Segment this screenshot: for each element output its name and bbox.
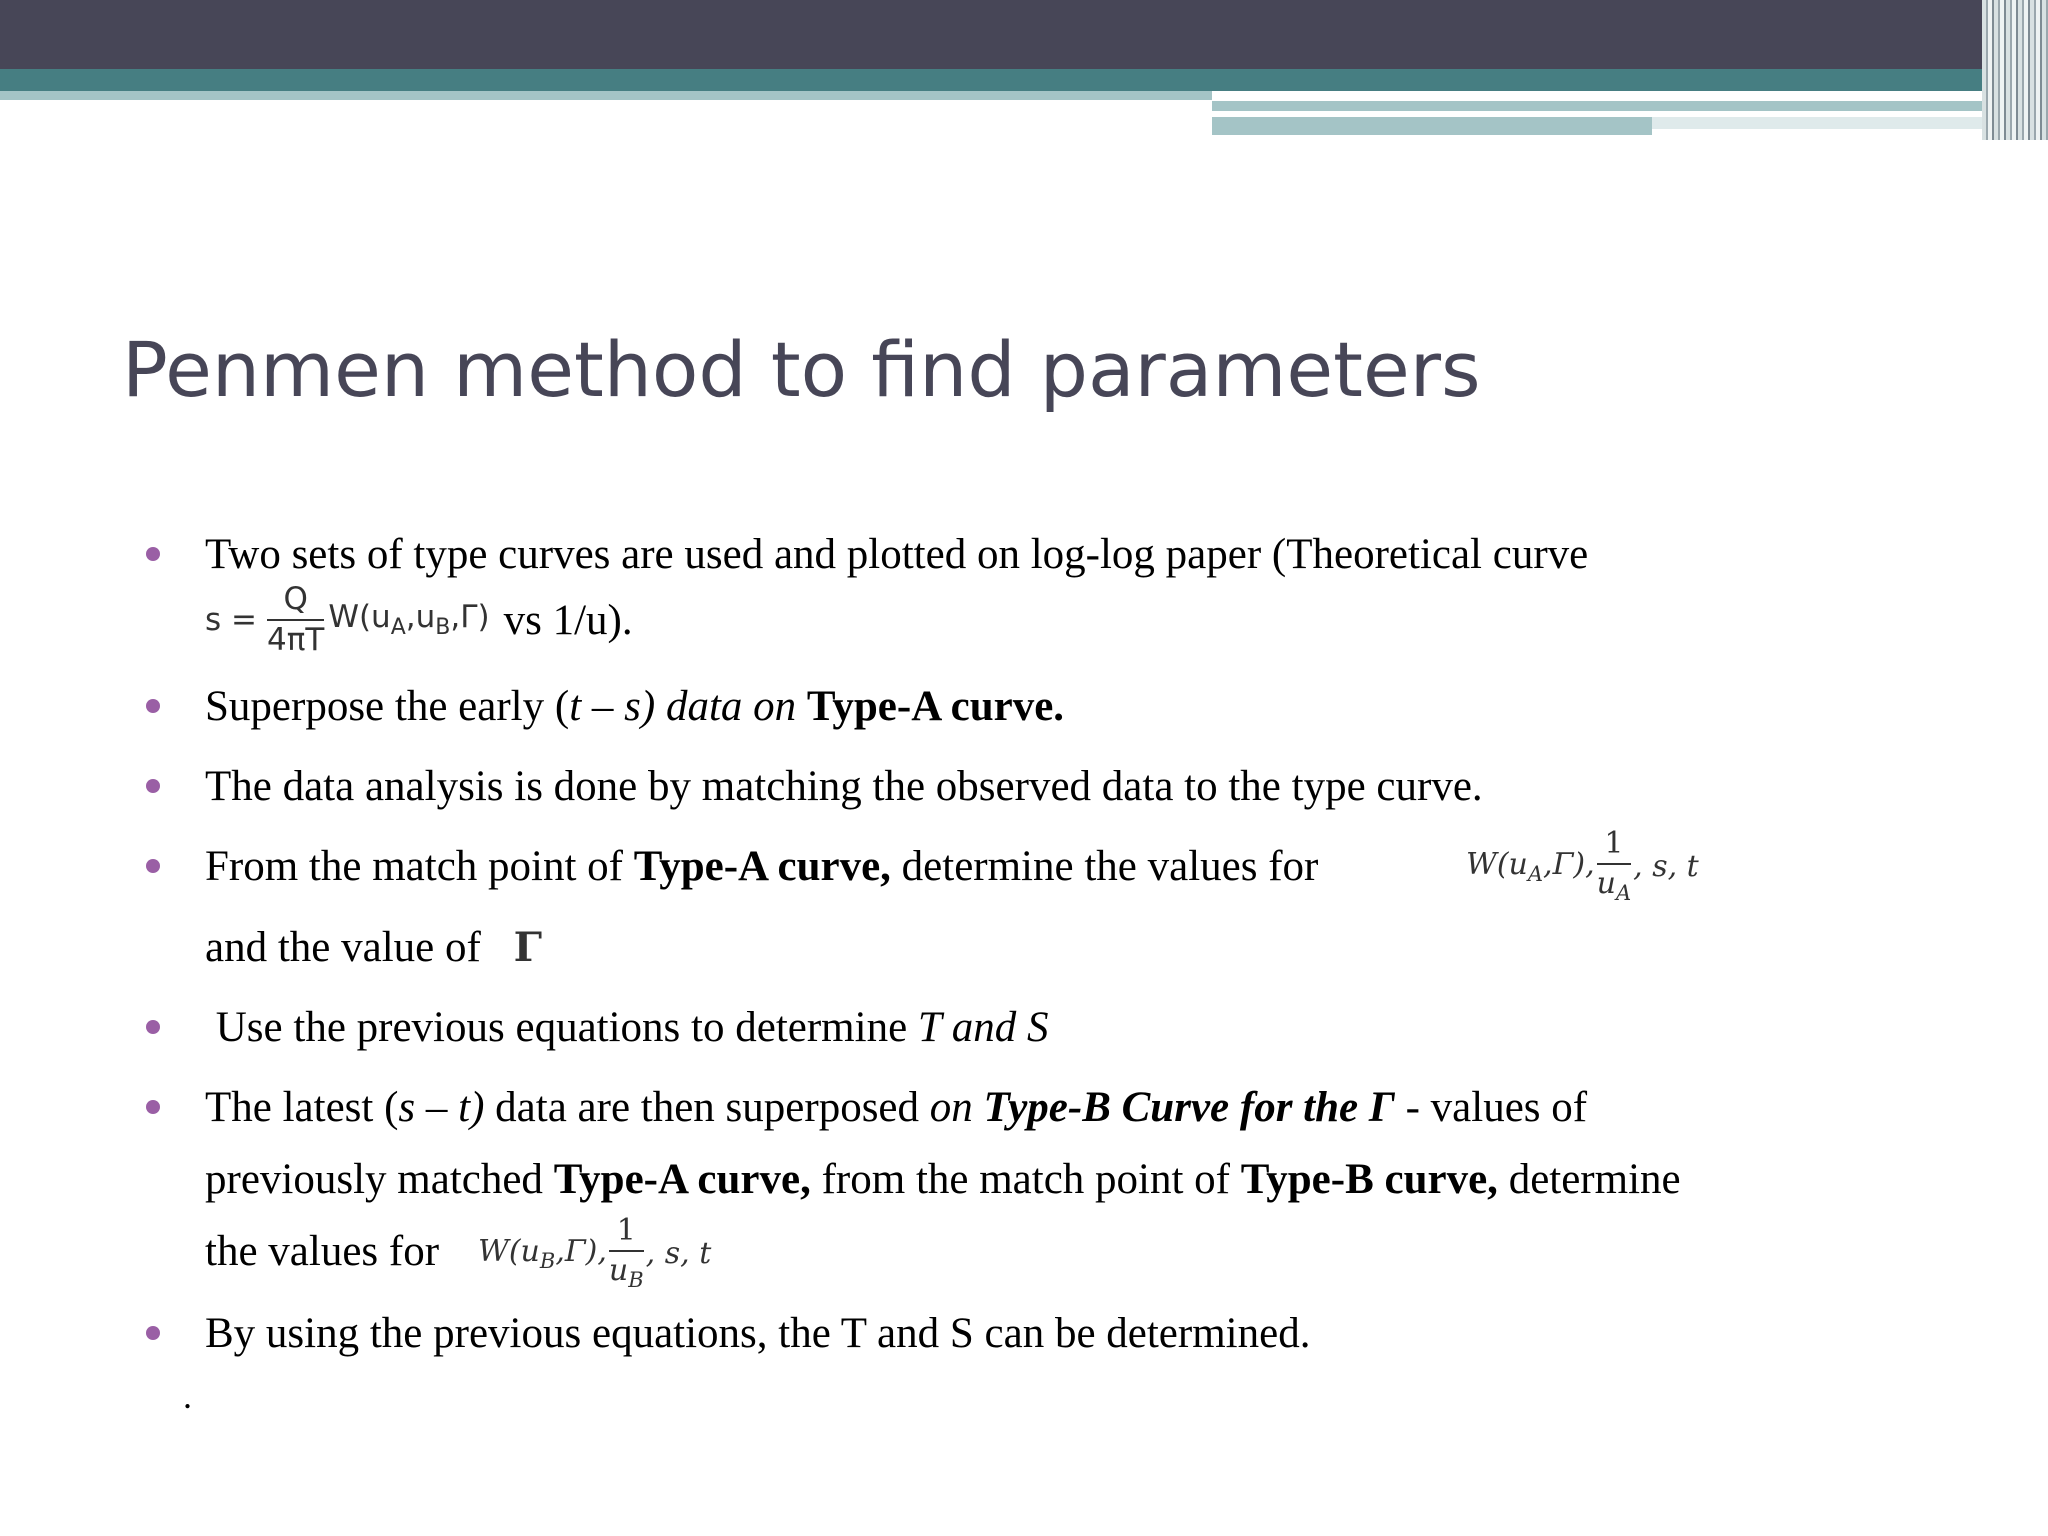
equation-fraction: $\frac{1}{u_A}$ [1596, 825, 1632, 905]
fraction-numerator: Q [267, 584, 324, 621]
header-band-dark [0, 0, 2048, 69]
header-band-teal [0, 69, 2048, 91]
bullet-dot [146, 547, 160, 561]
equation-fraction: $\frac{1}{u_B}$ [608, 1212, 644, 1292]
bullet-6-line-2: previously matched Type-A curve, from the match point of Type-B curve, determine [205, 1156, 1681, 1203]
bullet-dot [146, 1100, 160, 1114]
header-band-fade [1652, 117, 2022, 129]
equation-fraction [266, 581, 325, 658]
bullet-6-equation: $W(u_B,\Gamma)$, $\frac{1}{u_B}$ , s, t [478, 1212, 712, 1292]
bullet-4-line-2: and the value of Γ [205, 924, 542, 971]
bullet-dot [146, 699, 160, 713]
bullet-7: By using the previous equations, the T and S can be determined. [205, 1310, 1311, 1357]
bullet-dot [146, 1020, 160, 1034]
bullet-6-line-3: the values for [205, 1228, 440, 1275]
gamma-symbol: Γ [513, 924, 542, 971]
bullet-6-line-1: The latest (s – t) data are then superposed on Type-B Curve for the Γ - values of [205, 1084, 1588, 1131]
bullet-2: Superpose the early (t – s) data on Type-A curve. [205, 683, 1065, 730]
bullet-4-equation: $W(u_A,\Gamma)$, $\frac{1}{u_A}$ , s, t [1466, 825, 1699, 905]
header-band-light-right [1212, 101, 2022, 111]
bullet-3: The data analysis is done by matching the observed data to the type curve. [205, 763, 1483, 810]
trailing-dot: . [183, 1376, 192, 1416]
bullet-dot [146, 1326, 160, 1340]
bullet-5: Use the previous equations to determine T and S [205, 1004, 1049, 1051]
bullet-1-equation [205, 580, 633, 660]
header-band-light-right-lower [1212, 117, 1652, 135]
header-vertical-lines [1982, 0, 2048, 140]
equation-lhs: s = [205, 602, 257, 638]
bullet-4-line-1: From the match point of Type-A curve, determine the values for [205, 843, 1319, 890]
fraction-denominator: 4πT [266, 622, 325, 658]
equation-w-function: $W(u_A,u_B,\Gamma)$ [328, 599, 490, 641]
header-band-light [0, 91, 1212, 100]
bullet-1-line-1: Two sets of type curves are used and plotted on log-log paper (Theoretical curve [205, 531, 1589, 578]
slide-title: Penmen method to find parameters [122, 325, 1481, 414]
bullet-dot [146, 779, 160, 793]
bullet-dot [146, 859, 160, 873]
bullet-1-tail: vs 1/u). [503, 596, 633, 644]
